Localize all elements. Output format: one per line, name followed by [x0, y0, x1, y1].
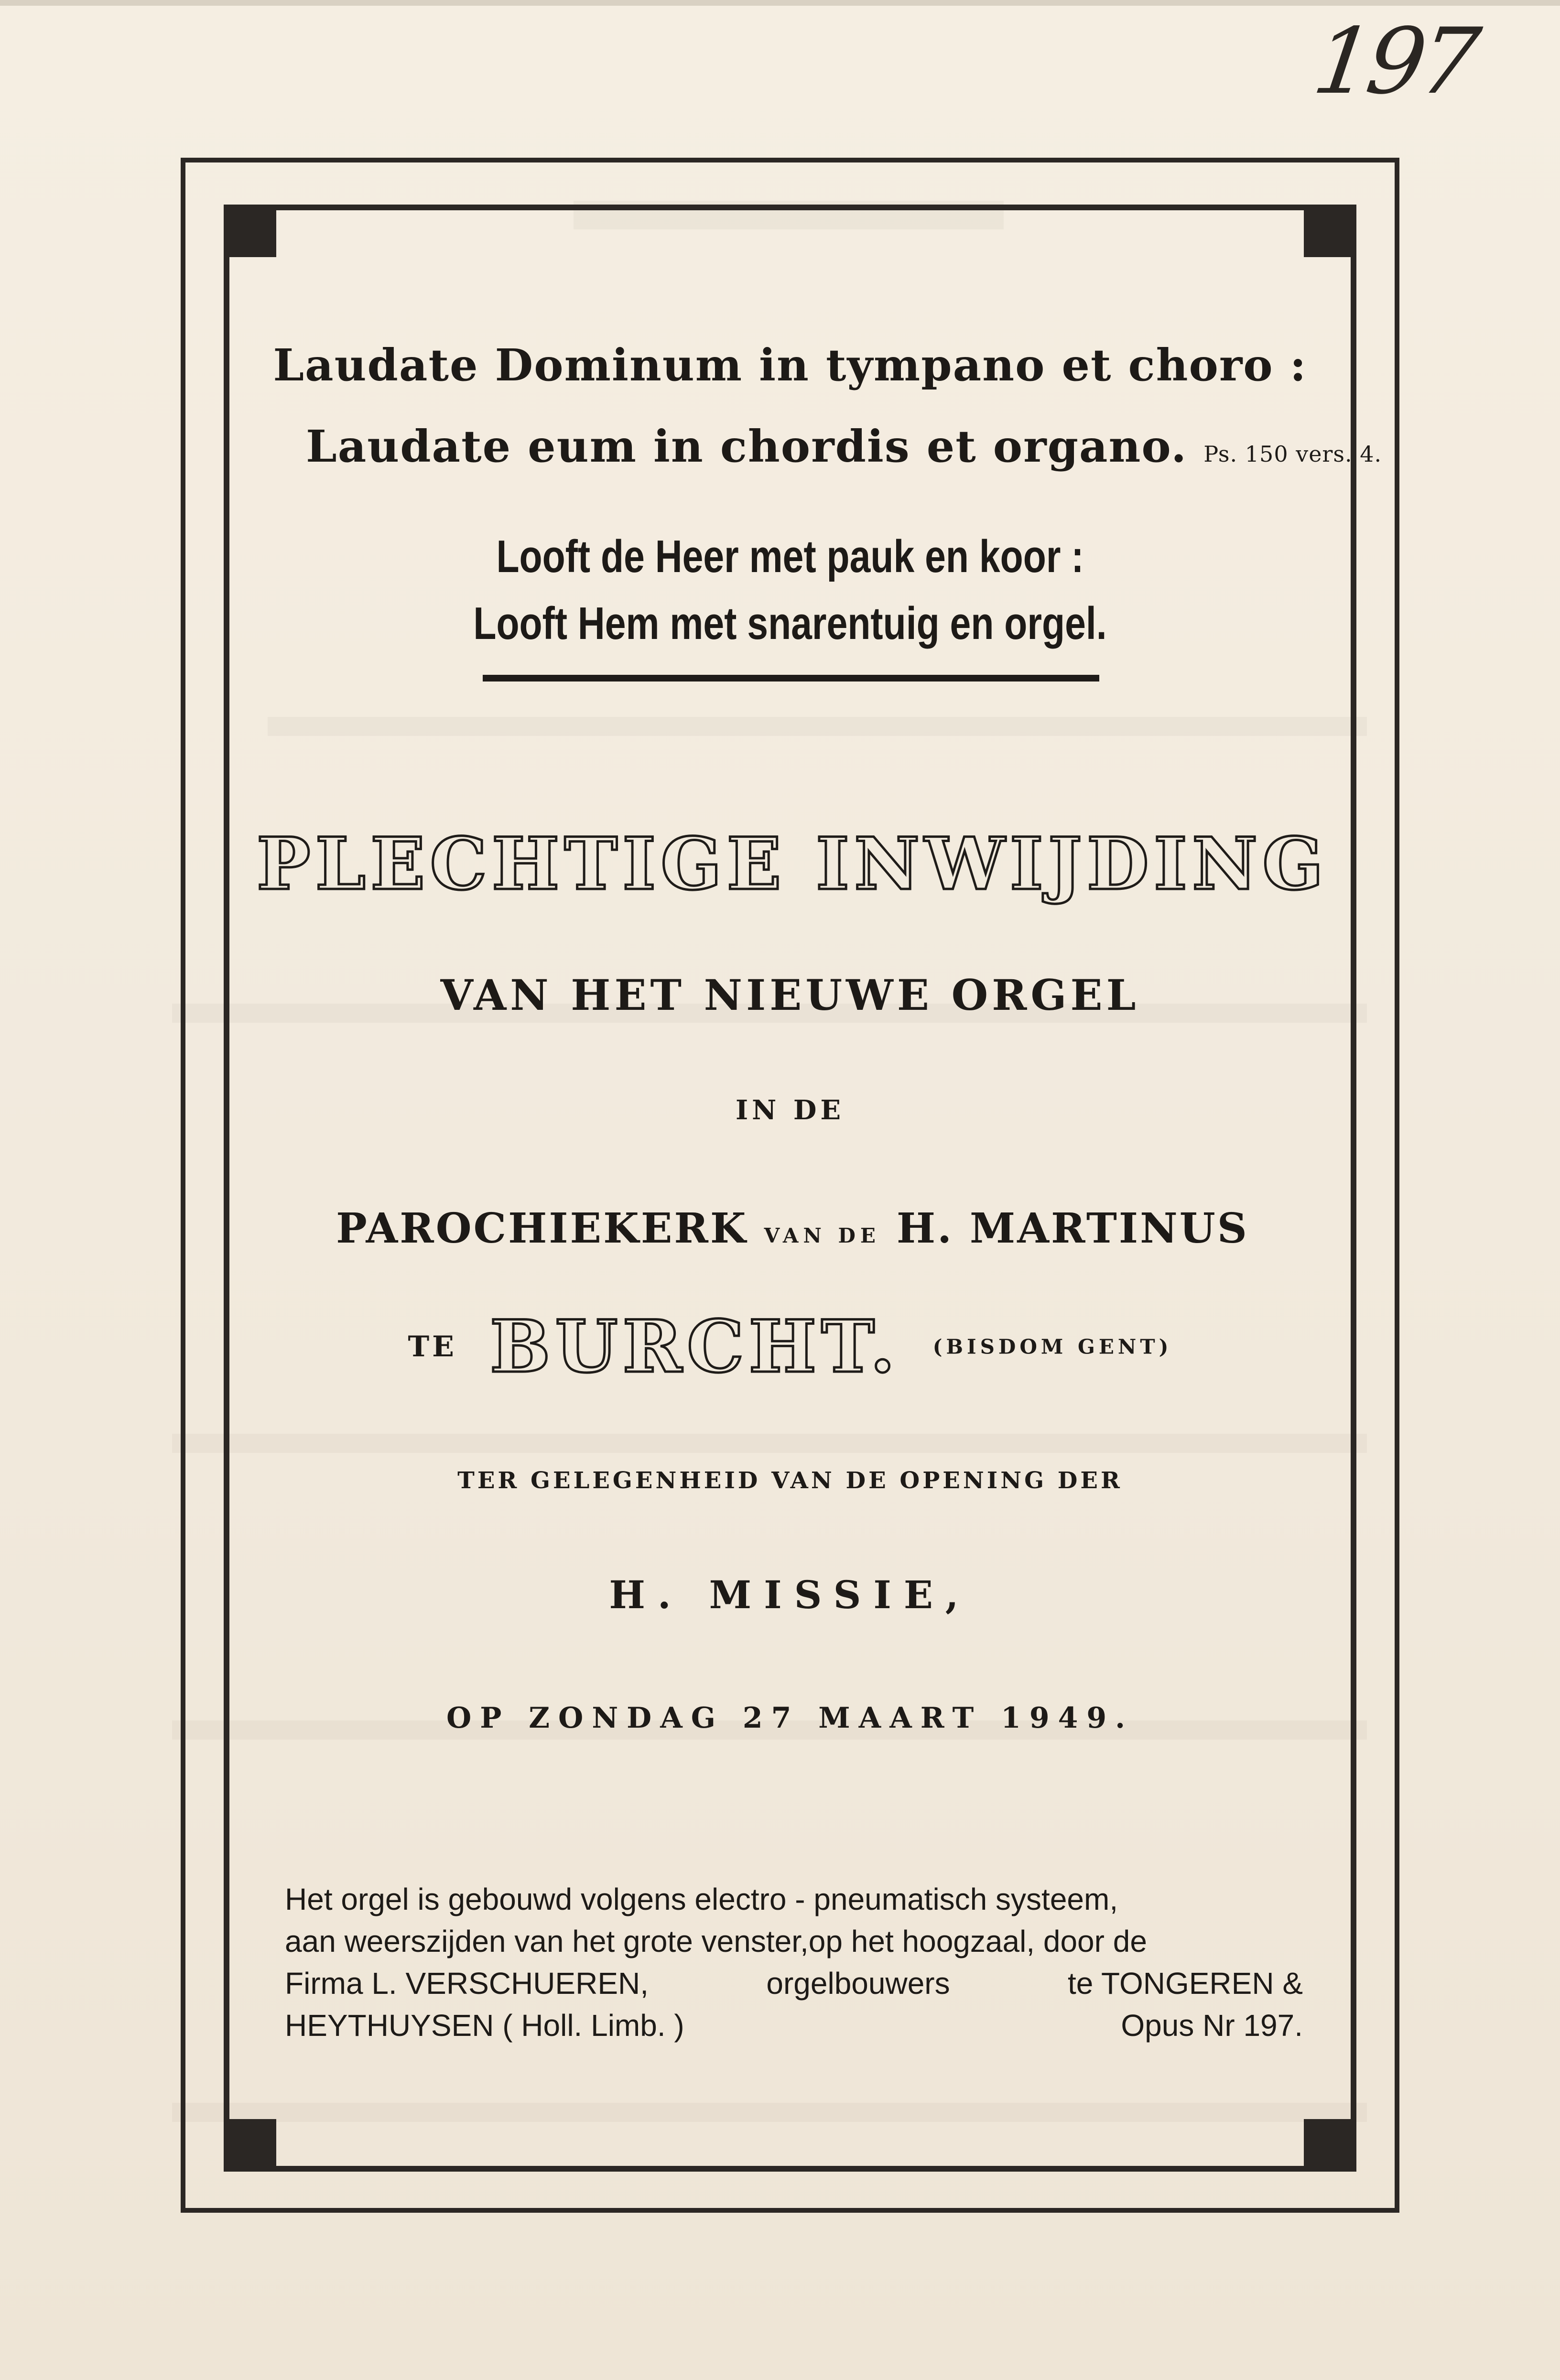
corner-block-top-left — [228, 209, 276, 257]
opus-number: Opus Nr 197. — [1121, 2008, 1303, 2043]
latin-motto-line-2-row — [306, 421, 1382, 472]
church-name-part-2: H. MARTINUS — [896, 1204, 1249, 1253]
corner-block-bottom-right — [1304, 2119, 1352, 2167]
builder-row-4-place: HEYTHUYSEN ( Holl. Limb. ) — [285, 2008, 684, 2043]
builder-row-3-trade: orgelbouwers — [766, 1966, 950, 2001]
town-line — [224, 1305, 1356, 1389]
builder-row-3-place: te TONGEREN & — [1068, 1966, 1303, 2001]
psalm-reference: Ps. 150 vers. 4. — [1203, 441, 1382, 467]
builder-row-2-text: aan weerszijden van het grote venster,op het hoogzaal, door de — [285, 1924, 1147, 1958]
dutch-motto-line-2: Looft Hem met snarentuig en orgel. — [473, 598, 1107, 649]
builder-row-3-firm: Firma L. VERSCHUEREN, — [285, 1966, 649, 2001]
title-line-organ: VAN HET NIEUWE ORGEL — [440, 970, 1140, 1020]
date-line: OP ZONDAG 27 MAART 1949. — [446, 1701, 1134, 1735]
church-line — [228, 1204, 1356, 1253]
handwritten-archive-number: 197 — [1307, 9, 1482, 114]
latin-motto-line-1: Laudate Dominum in tympano et choro : — [273, 339, 1307, 391]
builder-paragraph — [285, 1878, 1303, 2046]
scan-edge — [0, 0, 1560, 6]
builder-row-2 — [285, 1920, 1303, 1962]
builder-row-1 — [285, 1878, 1303, 1920]
builder-row-3 — [285, 1962, 1303, 2004]
title-line-in-de: IN DE — [735, 1094, 845, 1126]
mission-line: H. MISSIE, — [609, 1572, 971, 1617]
diocese-label: (BISDOM GENT) — [932, 1335, 1172, 1359]
town-name: BURCHT. — [489, 1305, 900, 1389]
builder-row-1-text: Het orgel is gebouwd volgens electro - pneumatisch systeem, — [285, 1882, 1118, 1916]
corner-block-top-right — [1304, 209, 1352, 257]
main-title: PLECHTIGE INWIJDING — [256, 822, 1329, 906]
divider-rule — [483, 675, 1099, 682]
te-label: TE — [408, 1330, 457, 1363]
latin-motto-line-2: Laudate eum in chordis et organo. — [306, 421, 1188, 472]
church-name-part-1: PAROCHIEKERK — [336, 1204, 748, 1253]
occasion-line: TER GELEGENHEID VAN DE OPENING DER — [457, 1467, 1123, 1494]
builder-row-4 — [285, 2004, 1303, 2046]
corner-block-bottom-left — [228, 2119, 276, 2167]
dutch-motto-line-1: Looft de Heer met pauk en koor : — [496, 531, 1084, 582]
inner-border — [224, 205, 1356, 2172]
church-van-de: VAN DE — [764, 1224, 880, 1247]
